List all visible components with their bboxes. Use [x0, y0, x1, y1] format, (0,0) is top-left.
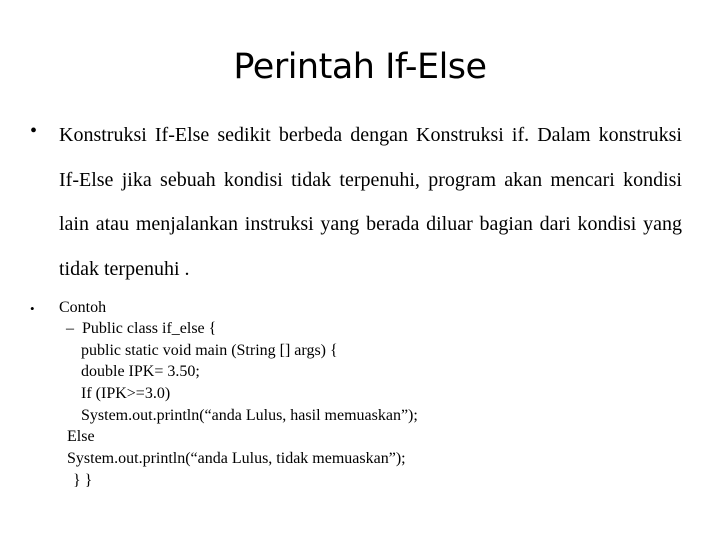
intro-paragraph: Konstruksi If-Else sedikit berbeda dengan Konstruksi if. Dalam konstruksi If-Else jika sebuah kondisi tidak terpenuhi, program akan mencari kondisi lain atau menjalankan instruksi yang berada diluar bagian dari kondisi yang tidak terpenuhi .	[59, 124, 682, 280]
example-label: Contoh	[59, 299, 107, 316]
code-line: System.out.println(“anda Lulus, tidak memuaskan”);	[67, 450, 406, 467]
code-line: Else	[67, 428, 95, 445]
slide-title: Perintah If-Else	[233, 47, 487, 87]
code-line: If (IPK>=3.0)	[81, 385, 171, 402]
code-line: } }	[73, 472, 93, 489]
code-line: System.out.println(“anda Lulus, hasil memuaskan”);	[81, 407, 418, 424]
code-line: – Public class if_else {	[66, 320, 217, 337]
example-bullet-marker: •	[30, 301, 35, 316]
code-line: double IPK= 3.50;	[81, 363, 200, 380]
code-line: public static void main (String [] args) {	[81, 342, 338, 359]
bullet-marker: •	[30, 120, 38, 142]
